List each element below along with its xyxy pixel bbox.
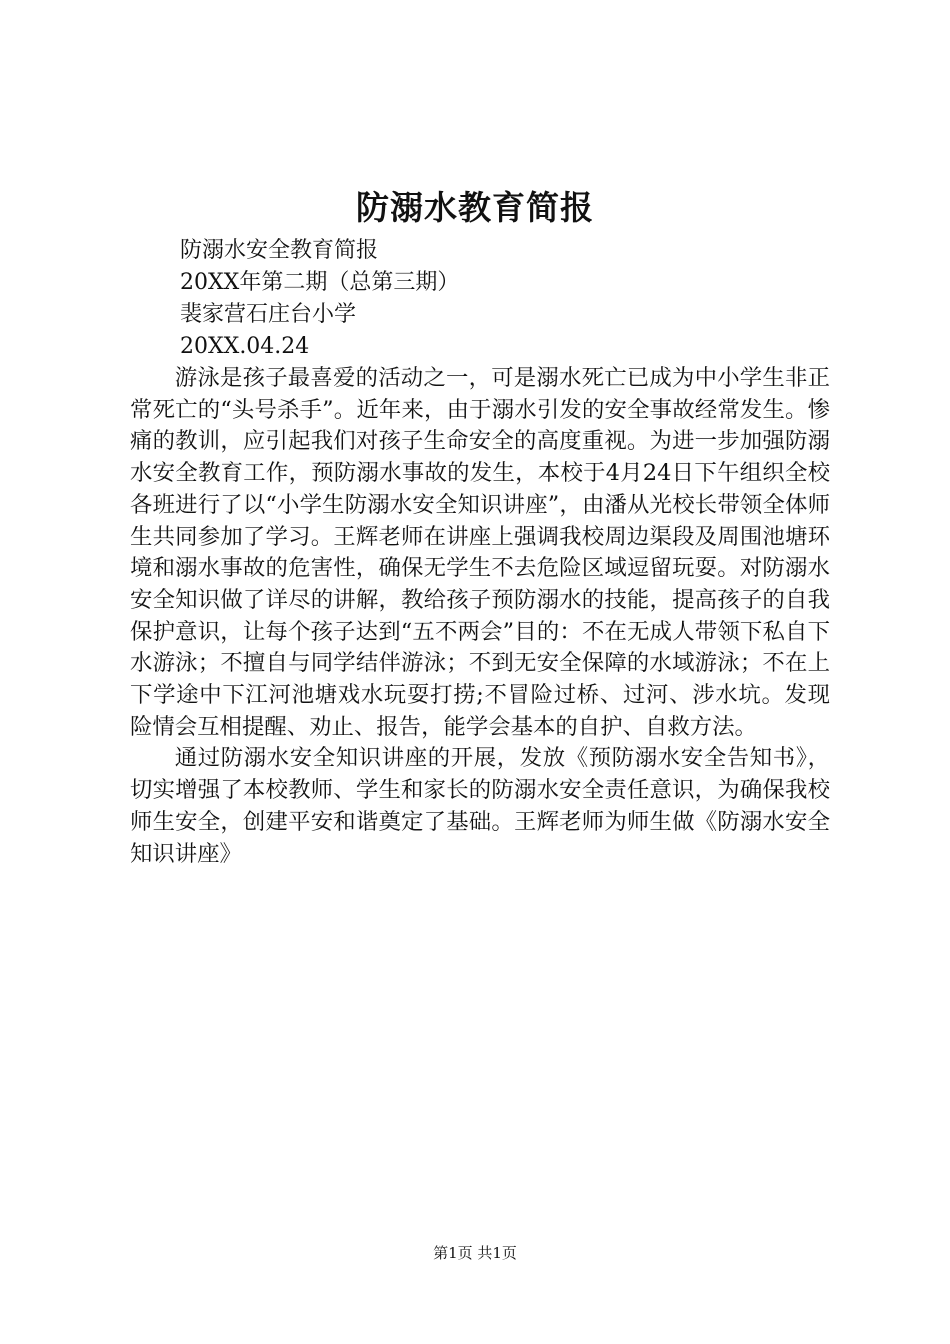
- school-name: 裴家营石庄台小学: [180, 302, 357, 327]
- body-paragraph-1: 游泳是孩子最喜爱的活动之一，可是溺水死亡已成为中小学生非正常死亡的“头号杀手”。近年来，由于溺水引发的安全事故经常发生。惨痛的教训，应引起我们对孩子生命安全的高度重视。为进一步加强防溺水安全教育工作，预防溺水事故的发生，本校于4月24日下午组织全校各班进行了以“小学生防溺水安全知识讲座”，由潘从光校长带领全体师生共同参加了学习。王辉老师在讲座上强调我校周边渠段及周围池塘环境和溺水事故的危害性，确保无学生不去危险区域逗留玩耍。对防溺水安全知识做了详尽的讲解，教给孩子预防溺水的技能，提高孩子的自我保护意识，让每个孩子达到“五不两会”目的：不在无成人带领下私自下水游泳；不擅自与同学结伴游泳；不到无安全保障的水域游泳；不在上下学途中下江河池塘戏水玩耍打捞;不冒险过桥、过河、涉水坑。发现险情会互相提醒、劝止、报告，能学会基本的自护、自救方法。: [130, 365, 830, 740]
- body-paragraph-2: 通过防溺水安全知识讲座的开展，发放《预防溺水安全告知书》，切实增强了本校教师、学生和家长的防溺水安全责任意识，为确保我校师生安全，创建平安和谐奠定了基础。王辉老师为师生做《防溺水安全知识讲座》: [130, 745, 830, 867]
- document-body: [130, 363, 830, 870]
- issue-number: 20XX年第二期（总第三期）: [180, 270, 460, 295]
- page-footer: 第1页 共1页: [433, 1244, 517, 1262]
- bulletin-name: 防溺水安全教育简报: [180, 238, 379, 263]
- document-title: 防溺水教育简报: [356, 188, 594, 227]
- issue-date: 20XX.04.24: [180, 334, 310, 359]
